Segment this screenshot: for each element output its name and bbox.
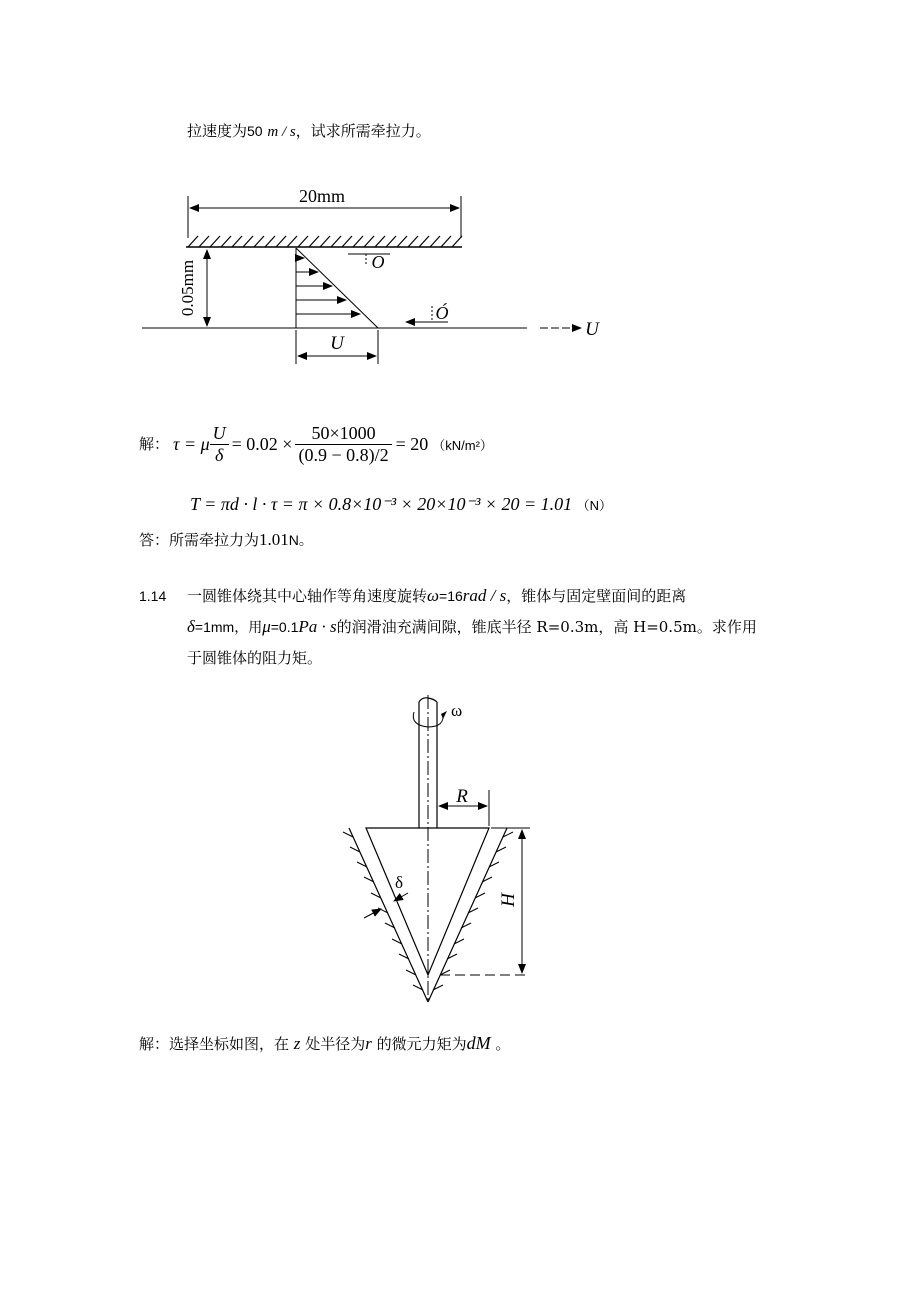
rotation-arrowhead bbox=[441, 711, 447, 719]
r-label: R bbox=[456, 786, 468, 807]
problem-number: 1.14 bbox=[139, 588, 167, 604]
eq1-result: = 20 bbox=[395, 433, 429, 454]
h-label: H bbox=[498, 893, 519, 907]
eq1-frac-u: $\frac{U}{\delta}$ bbox=[210, 423, 229, 466]
top-wall-hatching bbox=[188, 236, 462, 247]
solution1-equation1 bbox=[139, 418, 493, 470]
solution2: 解：选择坐标如图，在 z 处半径为r 的微元力矩为dM 。 bbox=[139, 1033, 511, 1053]
r-symbol: r bbox=[365, 1034, 372, 1053]
delta-label-bottom: Ó bbox=[435, 303, 449, 323]
eq1-lhs: τ = μ bbox=[173, 433, 210, 454]
gap-arrow-outer bbox=[364, 909, 381, 918]
u-arrow-label: U bbox=[585, 319, 599, 340]
solution1-equation2 bbox=[190, 494, 612, 515]
answer1-prefix: 答：所需牵拉力为 bbox=[139, 531, 260, 549]
outer-wall-left bbox=[349, 828, 428, 1002]
gap-delta-label: δ bbox=[394, 873, 404, 892]
dim-20-label: 20mm bbox=[298, 186, 346, 206]
problem-line1: 一圆锥体绕其中心轴作等角速度旋转ω=16rad / s，锥体与固定壁面间的距离 bbox=[187, 586, 687, 605]
profile-arrows bbox=[296, 258, 360, 314]
eq1-frac-main: $\frac{50\times 1000}{(0.9 - 0.8)/2}$ bbox=[295, 423, 391, 466]
u-dim-label: U bbox=[330, 333, 344, 354]
eq1-unit: （kN/m²） bbox=[432, 437, 493, 453]
figure-velocity-profile bbox=[0, 0, 920, 400]
answer1-unit: N。 bbox=[288, 532, 313, 548]
intro-unit: m / s bbox=[267, 124, 296, 140]
dim-gap-label: 0.05mm bbox=[178, 259, 197, 317]
delta-symbol: δ bbox=[187, 617, 195, 636]
mu-symbol: μ bbox=[262, 617, 271, 636]
wall-hatching-right bbox=[433, 832, 513, 990]
solution1-label: 解： bbox=[139, 435, 170, 453]
answer1-value: 1.01 bbox=[259, 530, 289, 549]
delta-label-top: Ō bbox=[371, 252, 385, 272]
eq2-body: T = πd · l · τ = π × 0.8×10⁻³ × 20×10⁻³ × 20 = 1.01 bbox=[190, 494, 573, 514]
outer-wall-right bbox=[428, 828, 507, 1002]
intro-suffix: ，试求所需牵拉力。 bbox=[295, 122, 431, 140]
answer1 bbox=[139, 530, 313, 550]
z-symbol: z bbox=[293, 1034, 301, 1053]
problem-line2: δ=1mm，用μ=0.1Pa · s的润滑油充满间隙，锥底半径 R=0.3m，高 H=0.5m。求作用 bbox=[187, 617, 757, 636]
eq2-unit: （N） bbox=[576, 498, 613, 513]
problem-line3: 于圆锥体的阻力矩。 bbox=[187, 649, 323, 667]
eq1-mid: = 0.02 × bbox=[231, 433, 293, 454]
intro-prefix: 拉速度为 bbox=[187, 122, 248, 140]
omega-symbol: ω bbox=[427, 586, 440, 605]
wall-hatching-left bbox=[343, 832, 423, 990]
omega-label: ω bbox=[451, 701, 463, 720]
intro-value: 50 bbox=[247, 123, 263, 139]
figure-rotating-cone bbox=[0, 680, 920, 1020]
dm-symbol: dM bbox=[466, 1033, 491, 1053]
gap-arrow-inner bbox=[394, 893, 408, 901]
